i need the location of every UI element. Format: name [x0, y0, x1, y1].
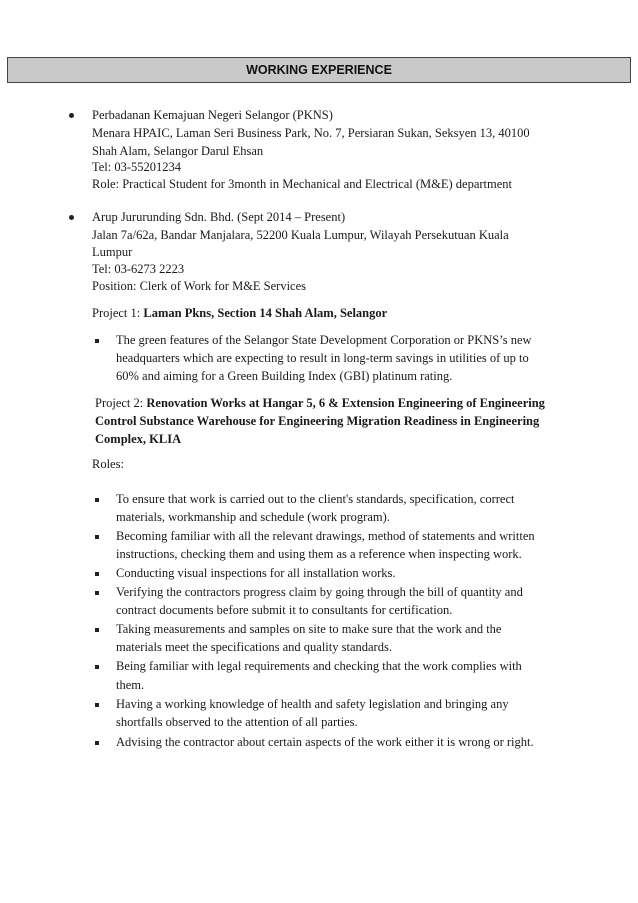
project2-heading-line2: [95, 412, 539, 430]
role-line: Advising the contractor about certain aspects of the work either it is wrong or right.: [116, 735, 534, 749]
role-line: shortfalls observed to the attention of all parties.: [116, 715, 358, 729]
project2-title-line: Control Substance Warehouse for Engineering Migration Readiness in Engineering: [95, 414, 540, 428]
project2-label: Project 2:: [95, 396, 147, 410]
project1-label: Project 1:: [92, 306, 144, 320]
role-line: materials meet the specifications and quality standards.: [116, 640, 392, 654]
role-line: Taking measurements and samples on site to make sure that the work and the: [116, 622, 502, 636]
project1-desc-line: The green features of the Selangor State Development Corporation or PKNS’s new: [116, 333, 532, 347]
project1-desc-line: headquarters which are expecting to result in long-term savings in utilities of up to: [116, 351, 529, 365]
project2-title-line: Renovation Works at Hangar 5, 6 & Extension Engineering of Engineering: [146, 396, 545, 410]
role-line: materials, workmanship and schedule (work program).: [116, 510, 390, 524]
project2-title-line: Complex, KLIA: [95, 432, 182, 446]
role-line: contract documents before submit it to consultants for certification.: [116, 603, 453, 617]
role-line: Becoming familiar with all the relevant drawings, method of statements and written: [116, 529, 535, 543]
role-line: Having a working knowledge of health and safety legislation and bringing any: [116, 697, 509, 711]
project2-heading-line3: [95, 430, 181, 448]
project1-title: Laman Pkns, Section 14 Shah Alam, Selangor: [143, 306, 388, 320]
bullet-square: [95, 591, 99, 595]
employer1-role: Role: Practical Student for 3month in Mechanical and Electrical (M&E) department: [92, 177, 513, 191]
employer1-tel: Tel: 03-55201234: [92, 160, 182, 174]
bullet-square: [95, 498, 99, 502]
bullet-square: [95, 741, 99, 745]
role-line: Conducting visual inspections for all installation works.: [116, 566, 396, 580]
section-header-working-experience: WORKING EXPERIENCE: [7, 57, 631, 83]
bullet-square: [95, 572, 99, 576]
project1-desc-line: 60% and aiming for a Green Building Index (GBI) platinum rating.: [116, 369, 453, 383]
role-line: To ensure that work is carried out to the client's standards, specification, correct: [116, 492, 515, 506]
employer2-address-line2: Lumpur: [92, 245, 133, 259]
bullet-dot: [69, 215, 74, 220]
employer2-position: Position: Clerk of Work for M&E Services: [92, 279, 307, 293]
role-line: Being familiar with legal requirements and checking that the work complies with: [116, 659, 522, 673]
bullet-square: [95, 339, 99, 343]
employer2-address-line1: Jalan 7a/62a, Bandar Manjalara, 52200 Kuala Lumpur, Wilayah Persekutuan Kuala: [92, 228, 509, 242]
employer1-address-line1: Menara HPAIC, Laman Seri Business Park, No. 7, Persiaran Sukan, Seksyen 13, 40100: [92, 126, 530, 140]
employer2-name: Arup Jururunding Sdn. Bhd. (Sept 2014 – Present): [92, 210, 346, 224]
role-line: them.: [116, 678, 145, 692]
employer1-address-line2: Shah Alam, Selangor Darul Ehsan: [92, 144, 264, 158]
employer1-name: Perbadanan Kemajuan Negeri Selangor (PKNS): [92, 108, 333, 122]
bullet-square: [95, 703, 99, 707]
bullet-square: [95, 535, 99, 539]
project2-heading-line1: [95, 394, 545, 412]
employer2-tel: Tel: 03-6273 2223: [92, 262, 185, 276]
bullet-dot: [69, 113, 74, 118]
role-line: Verifying the contractors progress claim by going through the bill of quantity and: [116, 585, 523, 599]
role-line: instructions, checking them and using them as a reference when inspecting work.: [116, 547, 522, 561]
project1-heading: [92, 304, 387, 322]
bullet-square: [95, 665, 99, 669]
roles-label: Roles:: [92, 457, 124, 471]
bullet-square: [95, 628, 99, 632]
